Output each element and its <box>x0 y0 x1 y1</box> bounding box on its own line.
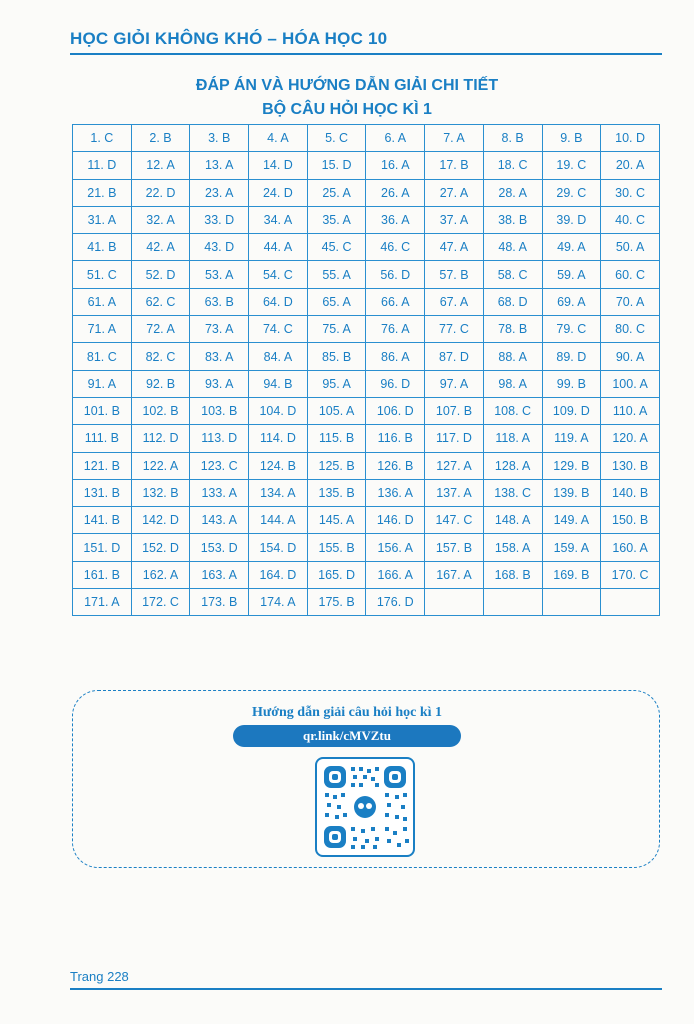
answer-cell: 125. B <box>307 452 366 479</box>
answer-cell: 154. D <box>249 534 308 561</box>
answer-cell: 49. A <box>542 234 601 261</box>
answer-cell: 133. A <box>190 479 249 506</box>
answer-cell <box>425 589 484 616</box>
answer-cell: 104. D <box>249 397 308 424</box>
answer-row <box>73 589 660 616</box>
answer-cell: 78. B <box>483 316 542 343</box>
answer-cell: 71. A <box>73 316 132 343</box>
answer-row <box>73 288 660 315</box>
answer-cell: 131. B <box>73 479 132 506</box>
answer-cell: 53. A <box>190 261 249 288</box>
answer-cell: 83. A <box>190 343 249 370</box>
answer-cell: 28. A <box>483 179 542 206</box>
answer-cell: 42. A <box>131 234 190 261</box>
header-divider <box>70 53 662 55</box>
footer-divider <box>70 988 662 990</box>
answer-cell: 119. A <box>542 425 601 452</box>
answer-cell: 48. A <box>483 234 542 261</box>
answer-cell: 157. B <box>425 534 484 561</box>
answer-cell: 22. D <box>131 179 190 206</box>
answer-cell: 62. C <box>131 288 190 315</box>
answer-row <box>73 316 660 343</box>
answer-cell: 155. B <box>307 534 366 561</box>
page-header: HỌC GIỎI KHÔNG KHÓ – HÓA HỌC 10 <box>70 29 388 48</box>
answer-cell: 139. B <box>542 479 601 506</box>
answer-cell: 65. A <box>307 288 366 315</box>
answer-cell: 130. B <box>601 452 660 479</box>
answer-cell: 44. A <box>249 234 308 261</box>
answer-cell: 21. B <box>73 179 132 206</box>
answer-cell: 14. D <box>249 152 308 179</box>
answer-cell: 172. C <box>131 589 190 616</box>
answer-cell: 9. B <box>542 125 601 152</box>
answer-cell: 4. A <box>249 125 308 152</box>
qr-code-graphic <box>317 759 413 855</box>
answer-cell: 176. D <box>366 589 425 616</box>
answer-cell: 89. D <box>542 343 601 370</box>
answer-cell: 122. A <box>131 452 190 479</box>
answer-cell: 24. D <box>249 179 308 206</box>
answer-cell: 1. C <box>73 125 132 152</box>
answer-cell: 91. A <box>73 370 132 397</box>
answer-cell: 32. A <box>131 206 190 233</box>
answer-cell: 160. A <box>601 534 660 561</box>
answer-cell: 13. A <box>190 152 249 179</box>
answer-cell: 75. A <box>307 316 366 343</box>
answer-cell: 67. A <box>425 288 484 315</box>
answer-row <box>73 479 660 506</box>
answer-cell: 135. B <box>307 479 366 506</box>
answer-cell: 148. A <box>483 507 542 534</box>
answer-cell: 8. B <box>483 125 542 152</box>
answer-cell: 173. B <box>190 589 249 616</box>
answer-cell: 111. B <box>73 425 132 452</box>
answer-row <box>73 561 660 588</box>
answer-cell: 76. A <box>366 316 425 343</box>
answer-cell: 34. A <box>249 206 308 233</box>
answer-cell: 170. C <box>601 561 660 588</box>
answer-cell: 87. D <box>425 343 484 370</box>
answer-cell: 97. A <box>425 370 484 397</box>
answer-cell: 33. D <box>190 206 249 233</box>
answer-cell: 121. B <box>73 452 132 479</box>
answer-cell: 106. D <box>366 397 425 424</box>
answer-row <box>73 152 660 179</box>
answer-cell: 110. A <box>601 397 660 424</box>
answer-cell: 6. A <box>366 125 425 152</box>
qr-link-button[interactable]: qr.link/cMVZtu <box>233 725 461 747</box>
answer-cell: 156. A <box>366 534 425 561</box>
answer-cell: 74. C <box>249 316 308 343</box>
answer-cell: 63. B <box>190 288 249 315</box>
answer-cell: 37. A <box>425 206 484 233</box>
answer-cell: 152. D <box>131 534 190 561</box>
answer-cell: 132. B <box>131 479 190 506</box>
answer-cell: 150. B <box>601 507 660 534</box>
answer-cell: 3. B <box>190 125 249 152</box>
answer-cell: 136. A <box>366 479 425 506</box>
answer-cell: 113. D <box>190 425 249 452</box>
answer-cell: 36. A <box>366 206 425 233</box>
answer-cell: 40. C <box>601 206 660 233</box>
answer-cell: 102. B <box>131 397 190 424</box>
answer-cell: 84. A <box>249 343 308 370</box>
answer-cell: 52. D <box>131 261 190 288</box>
answer-cell: 23. A <box>190 179 249 206</box>
answer-cell: 39. D <box>542 206 601 233</box>
answer-cell: 25. A <box>307 179 366 206</box>
answer-cell: 96. D <box>366 370 425 397</box>
answer-cell: 58. C <box>483 261 542 288</box>
answer-row <box>73 261 660 288</box>
answer-cell: 46. C <box>366 234 425 261</box>
answer-cell: 17. B <box>425 152 484 179</box>
answer-cell: 151. D <box>73 534 132 561</box>
answer-cell: 85. B <box>307 343 366 370</box>
answer-row <box>73 343 660 370</box>
answer-row <box>73 370 660 397</box>
answer-cell: 124. B <box>249 452 308 479</box>
answer-cell: 171. A <box>73 589 132 616</box>
answer-row <box>73 206 660 233</box>
answer-cell: 88. A <box>483 343 542 370</box>
answer-cell: 70. A <box>601 288 660 315</box>
answer-cell: 68. D <box>483 288 542 315</box>
answer-cell: 66. A <box>366 288 425 315</box>
answer-cell: 47. A <box>425 234 484 261</box>
answer-cell <box>483 589 542 616</box>
answer-cell: 165. D <box>307 561 366 588</box>
answer-cell: 79. C <box>542 316 601 343</box>
answer-cell: 82. C <box>131 343 190 370</box>
answer-row <box>73 534 660 561</box>
answer-cell: 73. A <box>190 316 249 343</box>
answer-cell: 77. C <box>425 316 484 343</box>
answer-cell: 11. D <box>73 152 132 179</box>
answer-cell: 167. A <box>425 561 484 588</box>
answer-cell: 164. D <box>249 561 308 588</box>
answer-cell: 146. D <box>366 507 425 534</box>
answer-cell: 114. D <box>249 425 308 452</box>
answer-cell: 61. A <box>73 288 132 315</box>
answer-cell: 64. D <box>249 288 308 315</box>
answer-cell: 16. A <box>366 152 425 179</box>
answer-cell: 50. A <box>601 234 660 261</box>
answer-cell: 90. A <box>601 343 660 370</box>
answer-row <box>73 397 660 424</box>
answer-cell: 98. A <box>483 370 542 397</box>
answer-cell <box>601 589 660 616</box>
answer-cell: 80. C <box>601 316 660 343</box>
answer-cell: 138. C <box>483 479 542 506</box>
answer-cell: 2. B <box>131 125 190 152</box>
answer-cell: 163. A <box>190 561 249 588</box>
answer-row <box>73 125 660 152</box>
answer-cell: 18. C <box>483 152 542 179</box>
answer-cell: 117. D <box>425 425 484 452</box>
answer-cell: 158. A <box>483 534 542 561</box>
answer-cell: 41. B <box>73 234 132 261</box>
answer-table <box>72 124 660 616</box>
answer-row <box>73 507 660 534</box>
answer-cell: 45. C <box>307 234 366 261</box>
answer-cell: 103. B <box>190 397 249 424</box>
answer-cell: 174. A <box>249 589 308 616</box>
answer-row <box>73 452 660 479</box>
answer-cell: 100. A <box>601 370 660 397</box>
answer-cell: 127. A <box>425 452 484 479</box>
answer-cell: 20. A <box>601 152 660 179</box>
answer-cell: 147. C <box>425 507 484 534</box>
answer-cell: 107. B <box>425 397 484 424</box>
answer-cell: 118. A <box>483 425 542 452</box>
answer-cell: 145. A <box>307 507 366 534</box>
answer-cell: 137. A <box>425 479 484 506</box>
answer-cell: 95. A <box>307 370 366 397</box>
page-title: ĐÁP ÁN VÀ HƯỚNG DẪN GIẢI CHI TIẾT <box>195 77 499 94</box>
answer-cell: 59. A <box>542 261 601 288</box>
answer-cell: 94. B <box>249 370 308 397</box>
answer-cell: 120. A <box>601 425 660 452</box>
answer-cell: 30. C <box>601 179 660 206</box>
answer-cell: 51. C <box>73 261 132 288</box>
answer-cell: 29. C <box>542 179 601 206</box>
answer-cell: 108. C <box>483 397 542 424</box>
page-number: Trang 228 <box>70 969 129 984</box>
answer-cell: 86. A <box>366 343 425 370</box>
answer-cell: 169. B <box>542 561 601 588</box>
answer-cell: 142. D <box>131 507 190 534</box>
answer-cell: 56. D <box>366 261 425 288</box>
qr-code-icon <box>315 757 415 857</box>
answer-cell: 54. C <box>249 261 308 288</box>
answer-cell: 115. B <box>307 425 366 452</box>
answer-cell: 128. A <box>483 452 542 479</box>
answer-cell <box>542 589 601 616</box>
answer-cell: 72. A <box>131 316 190 343</box>
answer-cell: 19. C <box>542 152 601 179</box>
answer-cell: 141. B <box>73 507 132 534</box>
answer-cell: 38. B <box>483 206 542 233</box>
answer-cell: 15. D <box>307 152 366 179</box>
answer-cell: 153. D <box>190 534 249 561</box>
answer-cell: 35. A <box>307 206 366 233</box>
answer-cell: 140. B <box>601 479 660 506</box>
answer-row <box>73 179 660 206</box>
answer-cell: 149. A <box>542 507 601 534</box>
qr-caption: Hướng dẫn giải câu hỏi học kì 1 <box>251 705 443 720</box>
answer-cell: 93. A <box>190 370 249 397</box>
answer-cell: 57. B <box>425 261 484 288</box>
answer-cell: 112. D <box>131 425 190 452</box>
answer-cell: 175. B <box>307 589 366 616</box>
page-subtitle: BỘ CÂU HỎI HỌC KÌ 1 <box>262 101 432 118</box>
answer-cell: 144. A <box>249 507 308 534</box>
answer-row <box>73 234 660 261</box>
answer-cell: 31. A <box>73 206 132 233</box>
answer-cell: 7. A <box>425 125 484 152</box>
answer-cell: 27. A <box>425 179 484 206</box>
answer-row <box>73 425 660 452</box>
answer-cell: 129. B <box>542 452 601 479</box>
answer-cell: 161. B <box>73 561 132 588</box>
answer-cell: 43. D <box>190 234 249 261</box>
answer-cell: 69. A <box>542 288 601 315</box>
answer-cell: 116. B <box>366 425 425 452</box>
answer-cell: 81. C <box>73 343 132 370</box>
answer-cell: 159. A <box>542 534 601 561</box>
answer-cell: 109. D <box>542 397 601 424</box>
answer-cell: 162. A <box>131 561 190 588</box>
answer-cell: 143. A <box>190 507 249 534</box>
answer-cell: 101. B <box>73 397 132 424</box>
answer-cell: 99. B <box>542 370 601 397</box>
answer-cell: 126. B <box>366 452 425 479</box>
answer-cell: 60. C <box>601 261 660 288</box>
answer-cell: 55. A <box>307 261 366 288</box>
answer-cell: 105. A <box>307 397 366 424</box>
answer-cell: 26. A <box>366 179 425 206</box>
answer-cell: 12. A <box>131 152 190 179</box>
answer-cell: 123. C <box>190 452 249 479</box>
answer-cell: 166. A <box>366 561 425 588</box>
answer-cell: 168. B <box>483 561 542 588</box>
answer-cell: 5. C <box>307 125 366 152</box>
answer-cell: 92. B <box>131 370 190 397</box>
answer-cell: 10. D <box>601 125 660 152</box>
answer-cell: 134. A <box>249 479 308 506</box>
